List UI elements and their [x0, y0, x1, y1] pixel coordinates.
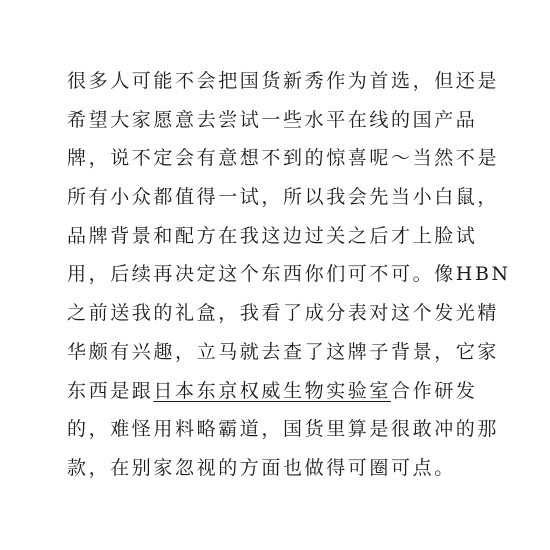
text-line: 牌，说不定会有意想不到的惊喜呢～当然不是: [67, 147, 500, 170]
text-line: 用，后续再决定这个东西你们可不可。像HBN: [67, 263, 511, 286]
text-segment: 东西是跟: [67, 379, 154, 402]
text-line-with-underline: [67, 372, 487, 411]
text-line: 华颇有兴趣，立马就去查了这牌子背景，它家: [67, 340, 500, 363]
text-line: 所有小众都值得一试，所以我会先当小白鼠，: [67, 186, 500, 209]
text-line: 品牌背景和配方在我这边过关之后才上脸试: [67, 224, 478, 247]
underlined-lab-name: 日本东京权威生物实验室: [153, 379, 392, 402]
text-line: 款，在别家忽视的方面也做得可圈可点。: [67, 456, 456, 479]
article-body: [67, 62, 511, 488]
text-line: 很多人可能不会把国货新秀作为首选，但还是: [67, 70, 500, 92]
text-line: 希望大家愿意去尝试一些水平在线的国产品: [67, 108, 478, 131]
text-line: 的，难怪用料略霸道，国货里算是很敢冲的那: [67, 418, 500, 441]
text-line: 之前送我的礼盒，我看了成分表对这个发光精: [67, 302, 500, 325]
text-segment: 合作研发: [391, 379, 478, 402]
